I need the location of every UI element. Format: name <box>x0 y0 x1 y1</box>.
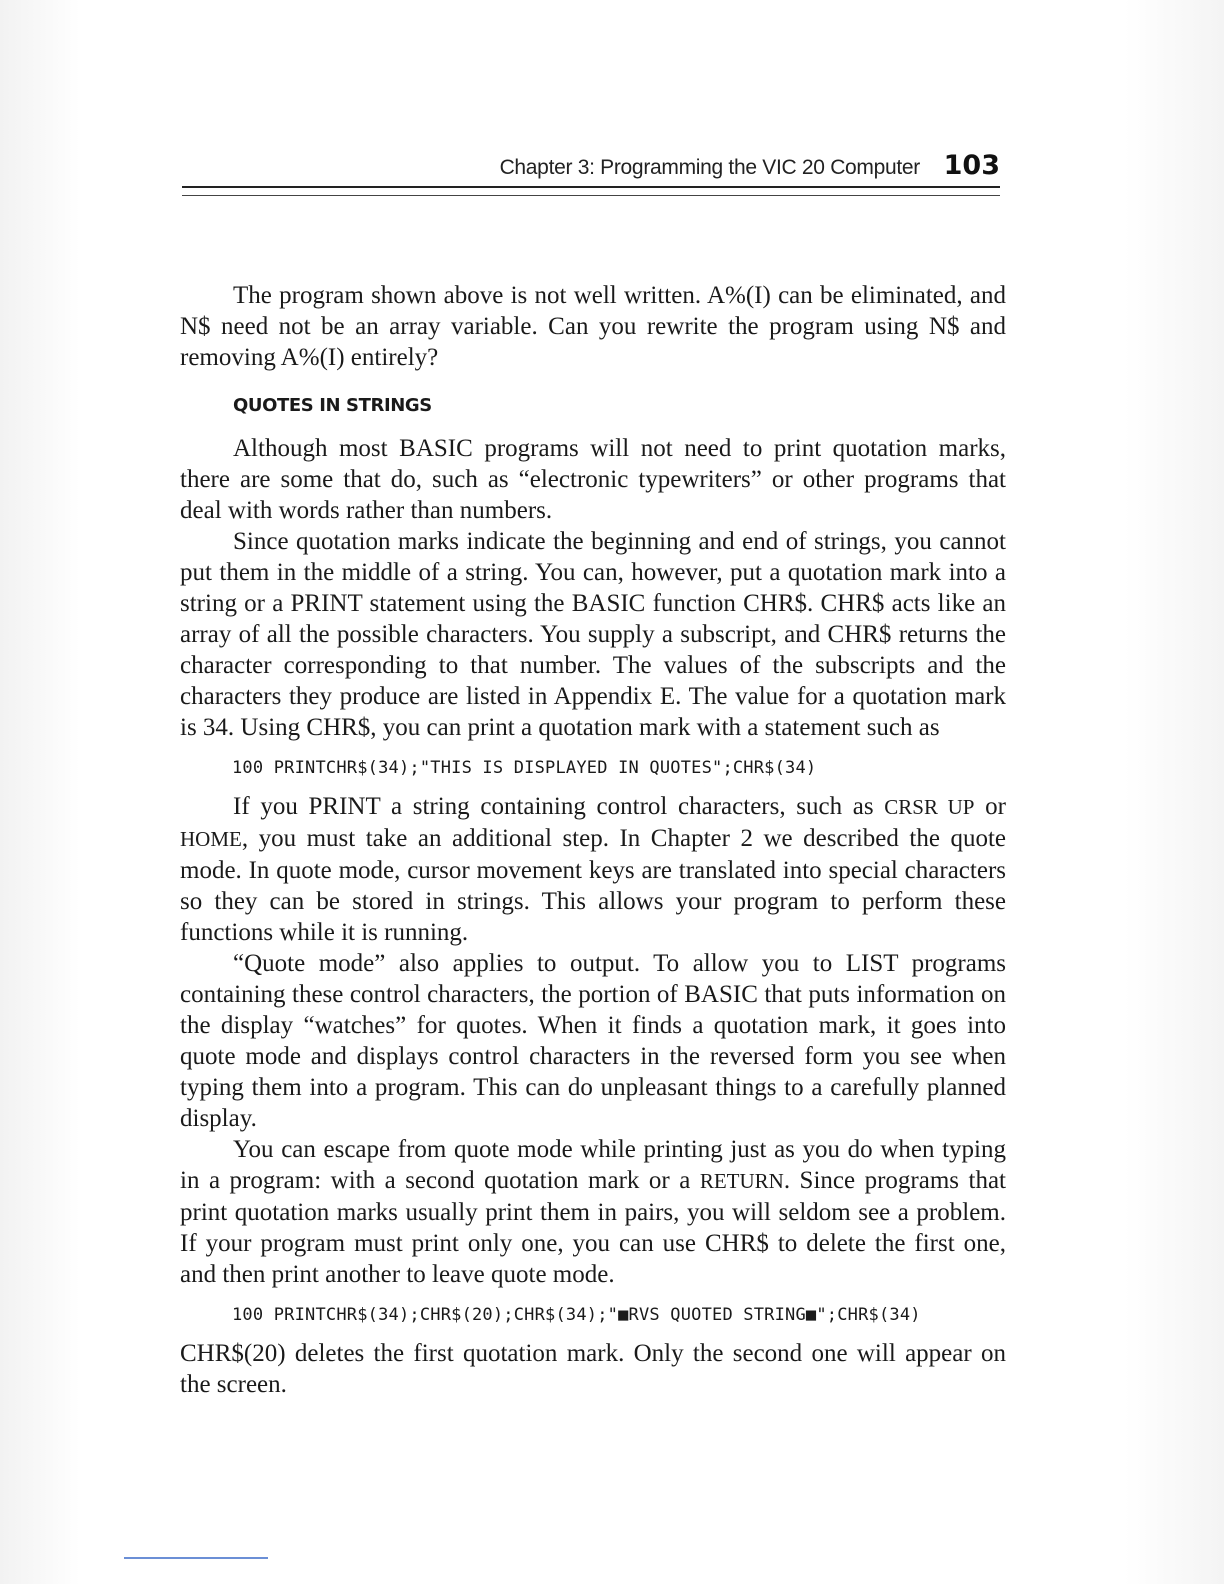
paragraph-6-text-a: You can escape from quote mode while printing just as you do when typing in a program: with a second quotation mark or a <box>180 1136 1006 1194</box>
footer-line <box>124 1557 268 1559</box>
key-crsr-up: CRSR UP <box>884 795 975 819</box>
page-header <box>182 148 1000 188</box>
paragraph-4 <box>180 791 1006 948</box>
page-edge-shadow-left <box>0 0 80 1584</box>
page-body <box>180 280 1006 1400</box>
paragraph-7: CHR$(20) deletes the first quotation mark. Only the second one will appear on the screen. <box>180 1340 1006 1398</box>
paragraph-6-text-b: . Since programs that print quotation marks usually print them in pairs, you will seldom see a problem. If your program must print only one, you can use CHR$ to delete the first one, and then print another to leave quote mode. <box>180 1167 1006 1288</box>
page-edge-shadow-right <box>1124 0 1224 1584</box>
running-title: Chapter 3: Programming the VIC 20 Computer <box>499 156 920 179</box>
section-heading: QUOTES IN STRINGS <box>233 395 432 416</box>
page-number: 103 <box>943 150 1000 181</box>
key-return: RETURN <box>699 1169 784 1193</box>
paragraph-4-text-a: If you PRINT a string containing control characters, such as <box>233 793 885 820</box>
paragraph-4-text-b: or <box>974 793 1006 820</box>
header-rule-thin <box>182 195 1000 196</box>
paragraph-5: “Quote mode” also applies to output. To allow you to LIST programs containing these control characters, the portion of BASIC that puts information on the display “watches” for quotes. When it finds a quotation mark, it goes into quote mode and displays control characters in the reversed form you see when typing them into a program. This can do unpleasant things to a carefully planned display. <box>180 950 1006 1132</box>
paragraph-3: Since quotation marks indicate the beginning and end of strings, you cannot put them in the middle of a string. You can, however, put a quotation mark into a string or a PRINT statement using the BASIC function CHR$. CHR$ acts like an array of all the possible characters. You supply a subscript, and CHR$ returns the character corresponding to that number. The values of the subscripts and the characters they produce are listed in Appendix E. The value for a quotation mark is 34. Using CHR$, you can print a quotation mark with a statement such as <box>180 528 1006 741</box>
paragraph-4-text-c: , you must take an additional step. In Chapter 2 we described the quote mode. In quote mode, cursor movement keys are translated into special characters so they can be stored in strings. This allows your program to perform these functions while it is running. <box>180 825 1006 946</box>
code-example-1: 100 PRINTCHR$(34);"THIS IS DISPLAYED IN QUOTES";CHR$(34) <box>232 758 817 778</box>
paragraph-2: Although most BASIC programs will not need to print quotation marks, there are some that do, such as “electronic typewriters” or other programs that deal with words rather than numbers. <box>180 435 1006 524</box>
paragraph-6 <box>180 1134 1006 1290</box>
key-home: HOME <box>180 827 242 851</box>
code-example-2: 100 PRINTCHR$(34);CHR$(20);CHR$(34);"■RVS QUOTED STRING■";CHR$(34) <box>232 1305 921 1325</box>
paragraph-1: The program shown above is not well written. A%(I) can be eliminated, and N$ need not be an array variable. Can you rewrite the program using N$ and removing A%(I) entirely? <box>180 282 1006 371</box>
header-rule-thick <box>182 186 1000 188</box>
